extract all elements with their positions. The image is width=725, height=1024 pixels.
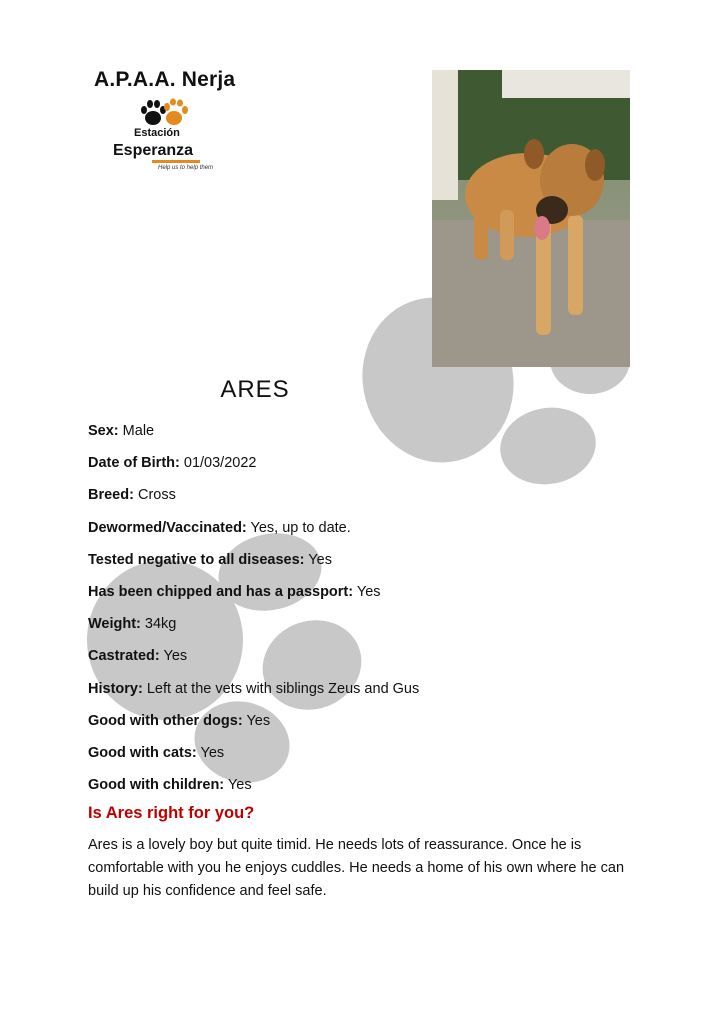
dog-name-title: ARES <box>220 376 290 403</box>
detail-chipped-passport <box>88 581 419 613</box>
dog-details-list <box>88 420 419 806</box>
detail-value: Yes <box>356 583 381 600</box>
detail-label: Good with cats: <box>88 744 197 761</box>
detail-breed <box>88 484 419 516</box>
detail-value: Yes <box>200 744 225 761</box>
detail-label: Good with other dogs: <box>88 712 243 729</box>
detail-label: Weight: <box>88 616 141 633</box>
detail-good-with-children <box>88 774 419 806</box>
logo-line-esperanza: Esperanza <box>113 142 194 159</box>
logo-tagline: Help us to help them <box>158 165 214 171</box>
detail-value: Yes <box>246 712 271 729</box>
dog-photo <box>432 70 630 367</box>
detail-label: Breed: <box>88 487 134 504</box>
logo-org-name: A.P.A.A. Nerja <box>94 68 236 91</box>
detail-good-with-dogs <box>88 710 419 742</box>
detail-dewormed-vaccinated <box>88 517 419 549</box>
detail-sex <box>88 420 419 452</box>
detail-value: 34kg <box>144 616 177 633</box>
detail-tested-negative <box>88 549 419 581</box>
dog-description: Ares is a lovely boy but quite timid. He needs lots of reassurance. Once he is comfortable with you he enjoys cuddles. He needs a home of his own where he can build up his confidence and feel safe. <box>88 837 625 899</box>
detail-good-with-cats <box>88 742 419 774</box>
detail-label: Castrated: <box>88 648 160 665</box>
detail-history <box>88 678 419 710</box>
detail-date-of-birth <box>88 452 419 484</box>
organization-logo <box>90 62 240 182</box>
logo-line-estacion: Estación <box>134 127 180 139</box>
detail-label: Has been chipped and has a passport: <box>88 583 354 600</box>
detail-label: Tested negative to all diseases: <box>88 551 305 568</box>
detail-value: Yes <box>163 648 188 665</box>
paw-toe-right-1 <box>494 400 602 492</box>
detail-label: History: <box>88 680 143 697</box>
detail-castrated <box>88 645 419 677</box>
detail-label: Dewormed/Vaccinated: <box>88 519 247 536</box>
detail-label: Date of Birth: <box>88 455 180 472</box>
detail-value: Yes <box>227 777 252 794</box>
detail-value: Cross <box>137 487 176 504</box>
logo-tagline-bar <box>152 160 200 163</box>
detail-label: Sex: <box>88 423 119 439</box>
detail-weight <box>88 613 419 645</box>
paw-logo-icon <box>138 98 188 128</box>
detail-value: Male <box>122 423 155 439</box>
dog-photo-image <box>432 70 630 367</box>
detail-value: Yes, up to date. <box>250 519 351 536</box>
detail-value: Yes <box>308 551 332 568</box>
detail-label: Good with children: <box>88 777 225 794</box>
detail-value: Left at the vets with siblings Zeus and Gus <box>146 680 420 697</box>
section-heading: Is Ares right for you? <box>88 804 255 822</box>
detail-value: 01/03/2022 <box>183 455 257 472</box>
